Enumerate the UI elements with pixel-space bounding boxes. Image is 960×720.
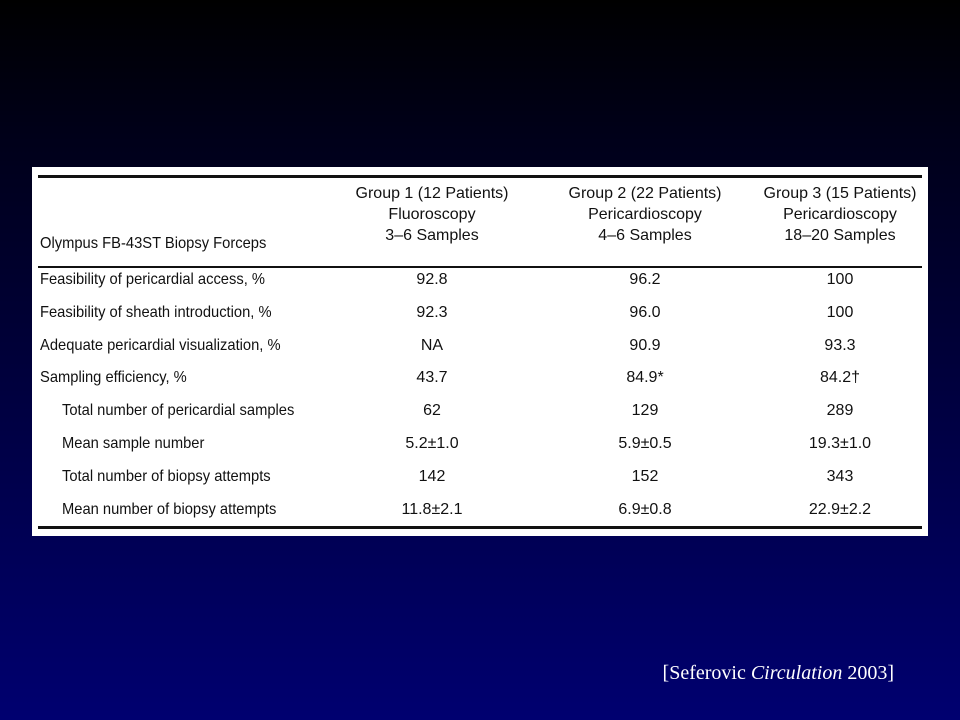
row-label: Mean number of biopsy attempts [62, 500, 277, 518]
row-label: Feasibility of sheath introduction, % [40, 303, 272, 321]
cell-group-2: 152 [631, 467, 659, 485]
table-row [32, 496, 928, 529]
group-2-method: Pericardioscopy [588, 206, 702, 223]
citation [663, 662, 894, 685]
cell-group-1: 92.8 [416, 271, 448, 288]
group-2-title: Group 2 (22 Patients) [568, 185, 722, 202]
group-2-samples: 4–6 Samples [598, 227, 692, 244]
table-header-label: Olympus FB-43ST Biopsy Forceps [40, 235, 267, 252]
cell-group-2: 129 [631, 402, 659, 420]
table-row [32, 463, 928, 496]
column-header-group-2 [545, 183, 745, 246]
table-bottom-rule [38, 526, 922, 529]
table-row [32, 299, 928, 332]
citation-suffix: 2003] [842, 662, 894, 684]
table-row [32, 364, 928, 397]
cell-group-2: 5.9±0.5 [618, 434, 672, 452]
row-label: Total number of biopsy attempts [62, 467, 271, 485]
row-label: Total number of pericardial samples [62, 402, 295, 420]
table-row [32, 266, 928, 299]
cell-group-1: 92.3 [416, 303, 448, 321]
cell-group-3: 289 [826, 402, 854, 420]
column-header-group-1 [332, 183, 532, 246]
group-1-method: Fluoroscopy [388, 206, 476, 223]
group-3-title: Group 3 (15 Patients) [763, 185, 917, 202]
table-row [32, 430, 928, 463]
group-3-method: Pericardioscopy [783, 206, 897, 223]
cell-group-3: 100 [826, 271, 854, 288]
cell-group-3: 19.3±1.0 [808, 434, 872, 452]
group-1-title: Group 1 (12 Patients) [355, 185, 509, 202]
cell-group-2: 6.9±0.8 [618, 500, 672, 518]
cell-group-1: 62 [423, 402, 441, 420]
cell-group-3: 22.9±2.2 [808, 500, 872, 518]
data-table [32, 167, 928, 536]
cell-group-3: 343 [826, 467, 854, 485]
cell-group-3: 93.3 [824, 336, 856, 354]
citation-journal: Circulation [750, 662, 843, 684]
cell-group-2: 84.9* [626, 369, 664, 387]
table-row [32, 332, 928, 365]
cell-group-1: 43.7 [416, 369, 448, 387]
cell-group-3: 84.2† [819, 369, 861, 387]
group-3-samples: 18–20 Samples [784, 227, 896, 244]
row-label: Sampling efficiency, % [40, 369, 187, 387]
row-label: Feasibility of pericardial access, % [40, 271, 265, 288]
table-body [32, 266, 928, 528]
cell-group-1: 5.2±1.0 [405, 434, 459, 452]
citation-prefix: [Seferovic [662, 662, 751, 684]
cell-group-1: 11.8±2.1 [401, 500, 463, 518]
column-header-group-3 [740, 183, 940, 246]
row-label: Mean sample number [62, 434, 205, 452]
cell-group-1: NA [420, 336, 444, 354]
cell-group-3: 100 [826, 303, 854, 321]
table-top-rule [38, 175, 922, 178]
cell-group-2: 96.2 [629, 271, 661, 288]
row-label: Adequate pericardial visualization, % [40, 336, 281, 354]
cell-group-2: 96.0 [629, 303, 661, 321]
cell-group-1: 142 [418, 467, 446, 485]
cell-group-2: 90.9 [629, 336, 661, 354]
table-row [32, 397, 928, 430]
group-1-samples: 3–6 Samples [385, 227, 479, 244]
